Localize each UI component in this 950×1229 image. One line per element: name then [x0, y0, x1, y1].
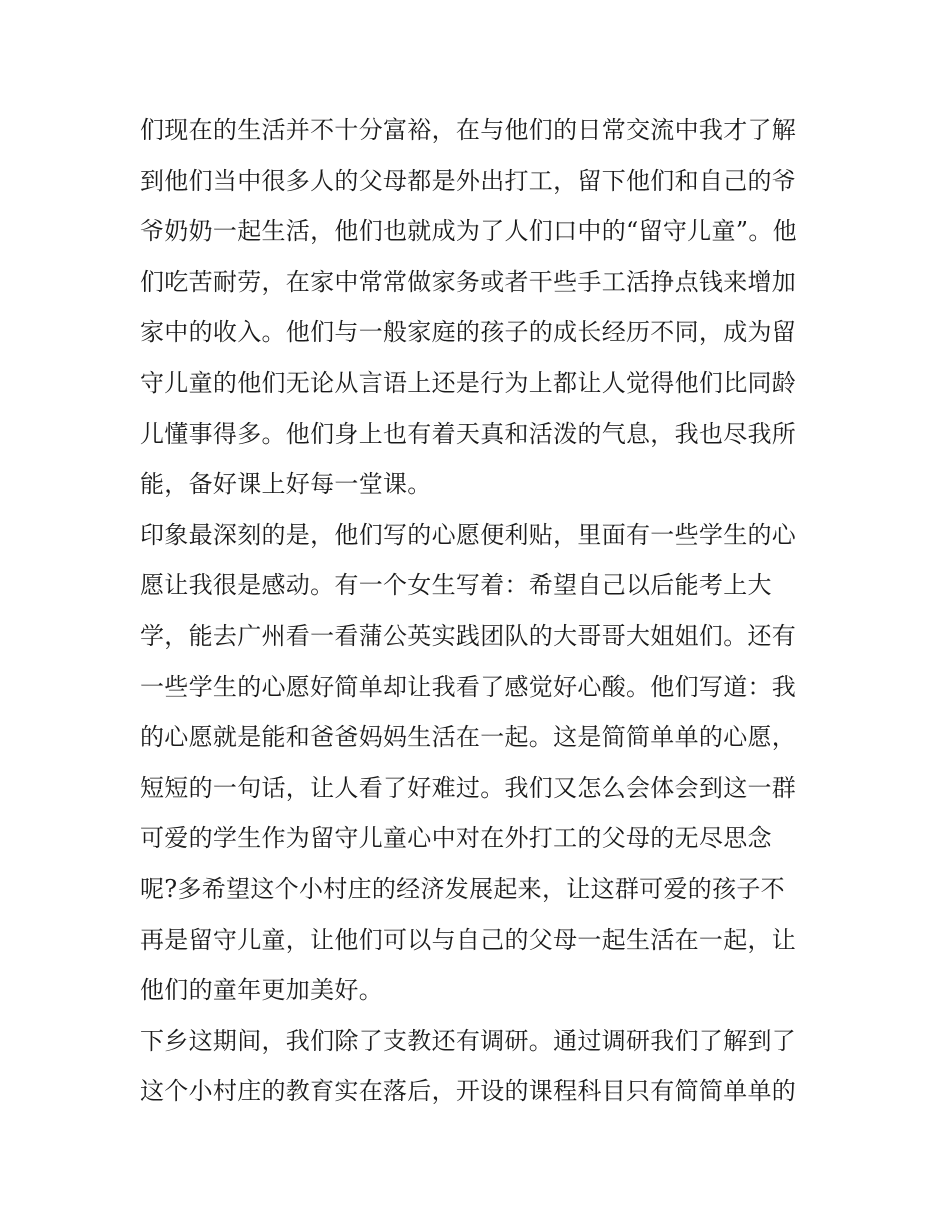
text-line: 的心愿就是能和爸爸妈妈生活在一起。这是简简单单的心愿，	[140, 723, 797, 752]
paragraph-left-behind-children	[140, 105, 816, 510]
text-line: 家中的收入。他们与一般家庭的孩子的成长经历不同，成为留	[140, 318, 797, 347]
text-line: 能，备好课上好每一堂课。	[140, 470, 432, 499]
text-line: 下乡这期间，我们除了支教还有调研。通过调研我们了解到了	[140, 1026, 797, 1055]
text-line: 呢?多希望这个小村庄的经济发展起来，让这群可爱的孩子不	[140, 874, 785, 903]
text-line: 们现在的生活并不十分富裕，在与他们的日常交流中我才了解	[140, 116, 797, 144]
text-line: 他们的童年更加美好。	[140, 976, 383, 1005]
text-line: 爷奶奶一起生活，他们也就成为了人们口中的“留守儿童”。他	[140, 217, 797, 246]
text-line: 短短的一句话，让人看了好难过。我们又怎么会体会到这一群	[140, 773, 797, 802]
text-line: 到他们当中很多人的父母都是外出打工，留下他们和自己的爷	[140, 166, 797, 195]
text-line: 愿让我很是感动。有一个女生写着：希望自己以后能考上大	[140, 571, 772, 600]
document-body	[140, 105, 816, 1117]
text-line: 再是留守儿童，让他们可以与自己的父母一起生活在一起，让	[140, 925, 797, 954]
text-line: 这个小村庄的教育实在落后，开设的课程科目只有简简单单的	[140, 1077, 797, 1106]
text-line: 学，能去广州看一看蒲公英实践团队的大哥哥大姐姐们。还有	[140, 621, 797, 650]
text-line: 印象最深刻的是，他们写的心愿便利贴，里面有一些学生的心	[140, 520, 797, 549]
text-line: 们吃苦耐劳，在家中常常做家务或者干些手工活挣点钱来增加	[140, 267, 797, 296]
text-line: 一些学生的心愿好简单却让我看了感觉好心酸。他们写道：我	[140, 672, 797, 701]
text-line: 可爱的学生作为留守儿童心中对在外打工的父母的无尽思念	[140, 824, 772, 853]
text-line: 儿懂事得多。他们身上也有着天真和活泼的气息，我也尽我所	[140, 419, 797, 448]
paragraph-wish-notes	[140, 510, 816, 1016]
text-line: 守儿童的他们无论从言语上还是行为上都让人觉得他们比同龄	[140, 368, 797, 397]
paragraph-research	[140, 1016, 816, 1117]
